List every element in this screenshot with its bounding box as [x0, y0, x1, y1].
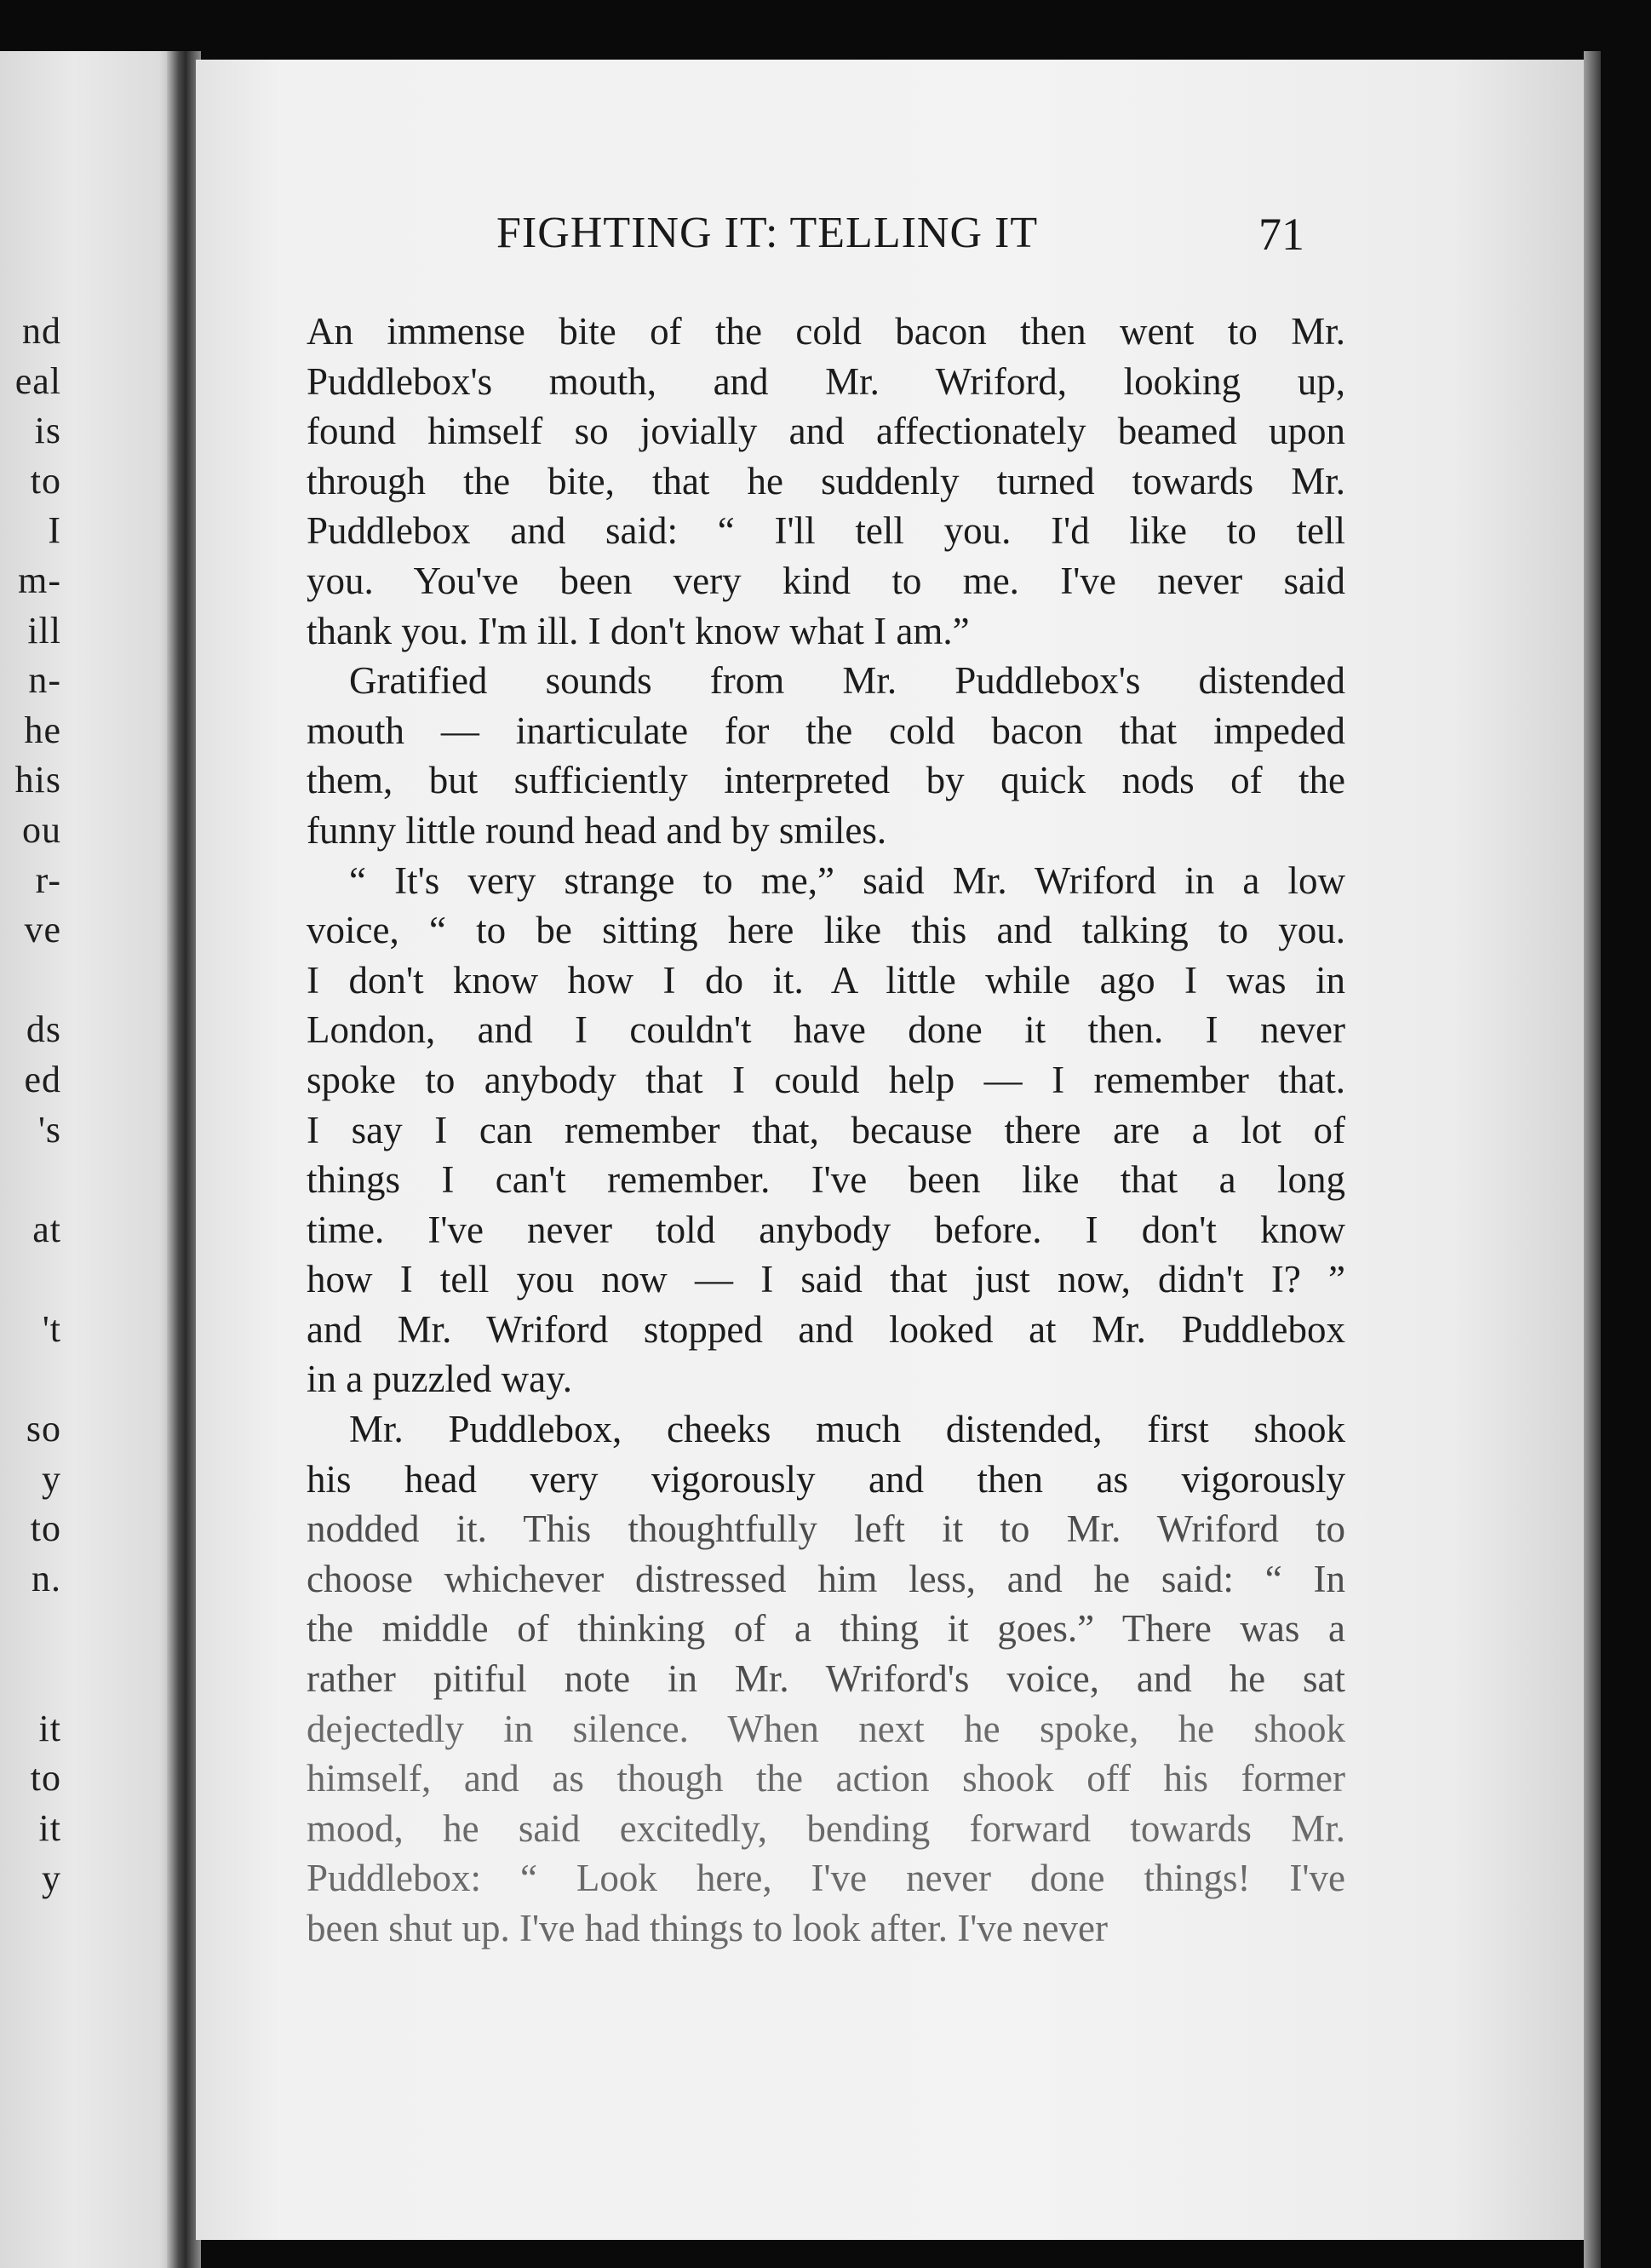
text-line: been shut up. I've had things to look after. I've never	[307, 1907, 1108, 1949]
text-line: Puddlebox's mouth, and Mr. Wriford, looking up,	[307, 359, 1345, 403]
left-page-fragment: it	[38, 1707, 61, 1749]
left-page-fragment: it	[38, 1807, 61, 1849]
left-page-fragment: y	[42, 1857, 61, 1899]
page-edge-shadow	[1584, 51, 1601, 2268]
left-page-fragment: 's	[37, 1108, 61, 1151]
text-line: rather pitiful note in Mr. Wriford's voice, and he sat	[307, 1657, 1345, 1701]
paragraph	[307, 307, 1345, 656]
left-page-fragment: n.	[32, 1558, 61, 1599]
text-line: his head very vigorously and then as vigorously	[307, 1457, 1345, 1501]
text-line: I say I can remember that, because there are a lot of	[307, 1108, 1345, 1151]
left-page-fragment: ed	[24, 1059, 61, 1100]
left-page-fragment: to	[30, 459, 61, 502]
body-text	[307, 307, 1345, 1954]
left-page-fragment: is	[34, 410, 61, 452]
text-line: things I can't remember. I've been like that a long	[307, 1158, 1345, 1202]
text-line: dejectedly in silence. When next he spoke, he shook	[307, 1707, 1345, 1750]
left-page-fragment: 't	[42, 1308, 61, 1350]
left-page-fragment: nd	[22, 310, 61, 352]
text-line: through the bite, that he suddenly turned towards Mr.	[307, 459, 1345, 502]
text-line: mood, he said excitedly, bending forward towards Mr.	[307, 1806, 1345, 1850]
text-line: funny little round head and by smiles.	[307, 808, 887, 852]
left-page-fragment: his	[14, 759, 61, 801]
left-page-fragment: eal	[14, 359, 61, 402]
text-line: nodded it. This thoughtfully left it to Mr. Wriford to	[307, 1507, 1345, 1551]
text-line: An immense bite of the cold bacon then went to Mr.	[307, 310, 1345, 353]
running-head-title: FIGHTING IT: TELLING IT	[496, 209, 1039, 257]
left-page-fragment: I	[48, 509, 61, 552]
left-page-fragment: to	[30, 1757, 61, 1800]
page-number: 71	[1258, 209, 1304, 260]
text-line: the middle of thinking of a thing it goes.” There was a	[307, 1607, 1345, 1651]
text-line: how I tell you now — I said that just now, didn't I? ”	[307, 1258, 1345, 1301]
left-facing-page	[0, 51, 187, 2268]
left-page-fragment: so	[26, 1408, 61, 1450]
paragraph	[307, 656, 1345, 855]
text-line: Gratified sounds from Mr. Puddlebox's distended	[349, 659, 1345, 703]
left-page-fragment: m-	[18, 560, 61, 601]
text-line: found himself so jovially and affectionately beamed upon	[307, 410, 1345, 453]
text-line: I don't know how I do it. A little while ago I was in	[307, 958, 1345, 1002]
left-page-fragment: he	[24, 709, 61, 751]
paragraph	[307, 1404, 1345, 1954]
text-line: Mr. Puddlebox, cheeks much distended, first shook	[349, 1408, 1345, 1451]
left-page-fragment: at	[32, 1208, 61, 1250]
left-page-fragment: ill	[27, 609, 61, 652]
text-line: in a puzzled way.	[307, 1358, 572, 1401]
text-line: Puddlebox: “ Look here, I've never done things! I've	[307, 1857, 1345, 1900]
text-line: them, but sufficiently interpreted by quick nods of the	[307, 759, 1345, 802]
text-line: time. I've never told anybody before. I don't know	[307, 1208, 1345, 1251]
text-line: mouth — inarticulate for the cold bacon that impeded	[307, 709, 1345, 752]
paragraph	[307, 856, 1345, 1405]
left-page-fragment: r-	[35, 858, 61, 901]
text-line: himself, and as though the action shook off his former	[307, 1757, 1345, 1800]
left-page-fragment: ds	[26, 1008, 61, 1051]
left-page-fragment: to	[30, 1507, 61, 1550]
text-line: voice, “ to be sitting here like this and talking to you.	[307, 909, 1345, 952]
text-line: and Mr. Wriford stopped and looked at Mr. Puddlebox	[307, 1307, 1345, 1351]
text-line: “ It's very strange to me,” said Mr. Wriford in a low	[349, 858, 1345, 902]
text-line: choose whichever distressed him less, and he said: “ In	[307, 1557, 1345, 1600]
text-line: spoke to anybody that I could help — I remember that.	[307, 1058, 1345, 1101]
left-page-fragment: ve	[24, 909, 61, 951]
text-line: Puddlebox and said: “ I'll tell you. I'd like to tell	[307, 509, 1345, 553]
text-line: you. You've been very kind to me. I've never said	[307, 559, 1345, 602]
left-page-fragment: y	[42, 1457, 61, 1500]
text-line: thank you. I'm ill. I don't know what I am.”	[307, 609, 970, 652]
left-page-fragment: ou	[22, 809, 61, 851]
left-page-fragment: n-	[28, 659, 61, 702]
text-line: London, and I couldn't have done it then. I never	[307, 1008, 1345, 1052]
